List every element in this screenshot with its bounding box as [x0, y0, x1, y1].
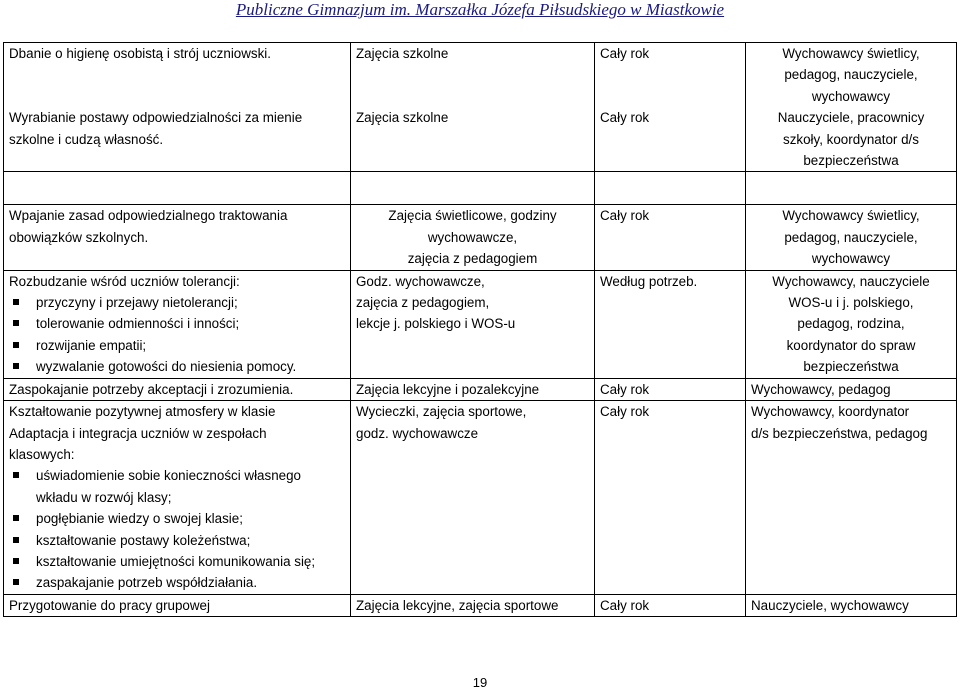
form-cell: Zajęcia świetlicowe, godziny wychowawcze, zajęcia z pedagogiem [351, 205, 595, 270]
list-item: kształtowanie umiejętności komunikowania się; [9, 551, 345, 572]
list-item: rozwijanie empatii; [9, 335, 345, 356]
plan-table [3, 42, 957, 617]
table-row [4, 205, 957, 270]
date-cell: Cały rok [595, 401, 746, 595]
date-cell: Cały rok [595, 594, 746, 616]
form-cell: Zajęcia lekcyjne, zajęcia sportowe [351, 594, 595, 616]
date-cell: Cały rok [595, 205, 746, 270]
table-row [4, 594, 957, 616]
task-cell: Kształtowanie pozytywnej atmosfery w klasie Adaptacja i integracja uczniów w zespołach klasowych: uświadomienie sobie konieczności własnego wkładu w rozwój klasy; pogłębianie wiedzy o swojej klasie; kształtowanie postawy koleżeństwa; kształtowanie umiejętności komunikowania się; zaspakajanie potrzeb współdziałania. [4, 401, 351, 595]
date-cell: Cały rok [595, 43, 746, 108]
table-row-gap [4, 172, 957, 205]
date-cell: Cały rok [595, 378, 746, 400]
responsible-cell: Wychowawcy, koordynator d/s bezpieczeństwa, pedagog [746, 401, 957, 595]
table-row [4, 43, 957, 108]
bullet-list [9, 292, 345, 378]
page-number: 19 [472, 675, 488, 690]
form-cell: Wycieczki, zajęcia sportowe, godz. wychowawcze [351, 401, 595, 595]
responsible-cell: Nauczyciele, pracownicy szkoły, koordynator d/s bezpieczeństwa [746, 107, 957, 172]
task-cell: Przygotowanie do pracy grupowej [4, 594, 351, 616]
responsible-cell: Wychowawcy, nauczyciele WOS-u i j. polskiego, pedagog, rodzina, koordynator do spraw bezpieczeństwa [746, 270, 957, 378]
table-row [4, 107, 957, 172]
task-cell: Dbanie o higienę osobistą i strój uczniowski. [4, 43, 351, 108]
table-row [4, 401, 957, 595]
form-cell: Zajęcia szkolne [351, 107, 595, 172]
list-item: kształtowanie postawy koleżeństwa; [9, 530, 345, 551]
bullet-list [9, 465, 345, 593]
responsible-cell: Nauczyciele, wychowawcy [746, 594, 957, 616]
page-header: Publiczne Gimnazjum im. Marszałka Józefa Piłsudskiego w Miastkowie [235, 0, 725, 19]
form-cell: Godz. wychowawcze, zajęcia z pedagogiem, lekcje j. polskiego i WOS-u [351, 270, 595, 378]
list-item: zaspakajanie potrzeb współdziałania. [9, 572, 345, 593]
form-cell: Zajęcia szkolne [351, 43, 595, 108]
task-cell: Wyrabianie postawy odpowiedzialności za mienie szkolne i cudzą własność. [4, 107, 351, 172]
task-cell: Zaspokajanie potrzeby akceptacji i zrozumienia. [4, 378, 351, 400]
date-cell: Cały rok [595, 107, 746, 172]
list-item: wyzwalanie gotowości do niesienia pomocy. [9, 356, 345, 377]
date-cell: Według potrzeb. [595, 270, 746, 378]
table-row [4, 270, 957, 378]
list-item: tolerowanie odmienności i inności; [9, 313, 345, 334]
task-cell: Rozbudzanie wśród uczniów tolerancji: przyczyny i przejawy nietolerancji; tolerowanie odmienności i inności; rozwijanie empatii; wyzwalanie gotowości do niesienia pomocy. [4, 270, 351, 378]
task-cell: Wpajanie zasad odpowiedzialnego traktowania obowiązków szkolnych. [4, 205, 351, 270]
responsible-cell: Wychowawcy świetlicy, pedagog, nauczyciele, wychowawcy [746, 43, 957, 108]
table-row [4, 378, 957, 400]
list-item: uświadomienie sobie konieczności własnego wkładu w rozwój klasy; [9, 465, 345, 508]
form-cell: Zajęcia lekcyjne i pozalekcyjne [351, 378, 595, 400]
responsible-cell: Wychowawcy świetlicy, pedagog, nauczyciele, wychowawcy [746, 205, 957, 270]
list-item: pogłębianie wiedzy o swojej klasie; [9, 508, 345, 529]
responsible-cell: Wychowawcy, pedagog [746, 378, 957, 400]
list-item: przyczyny i przejawy nietolerancji; [9, 292, 345, 313]
